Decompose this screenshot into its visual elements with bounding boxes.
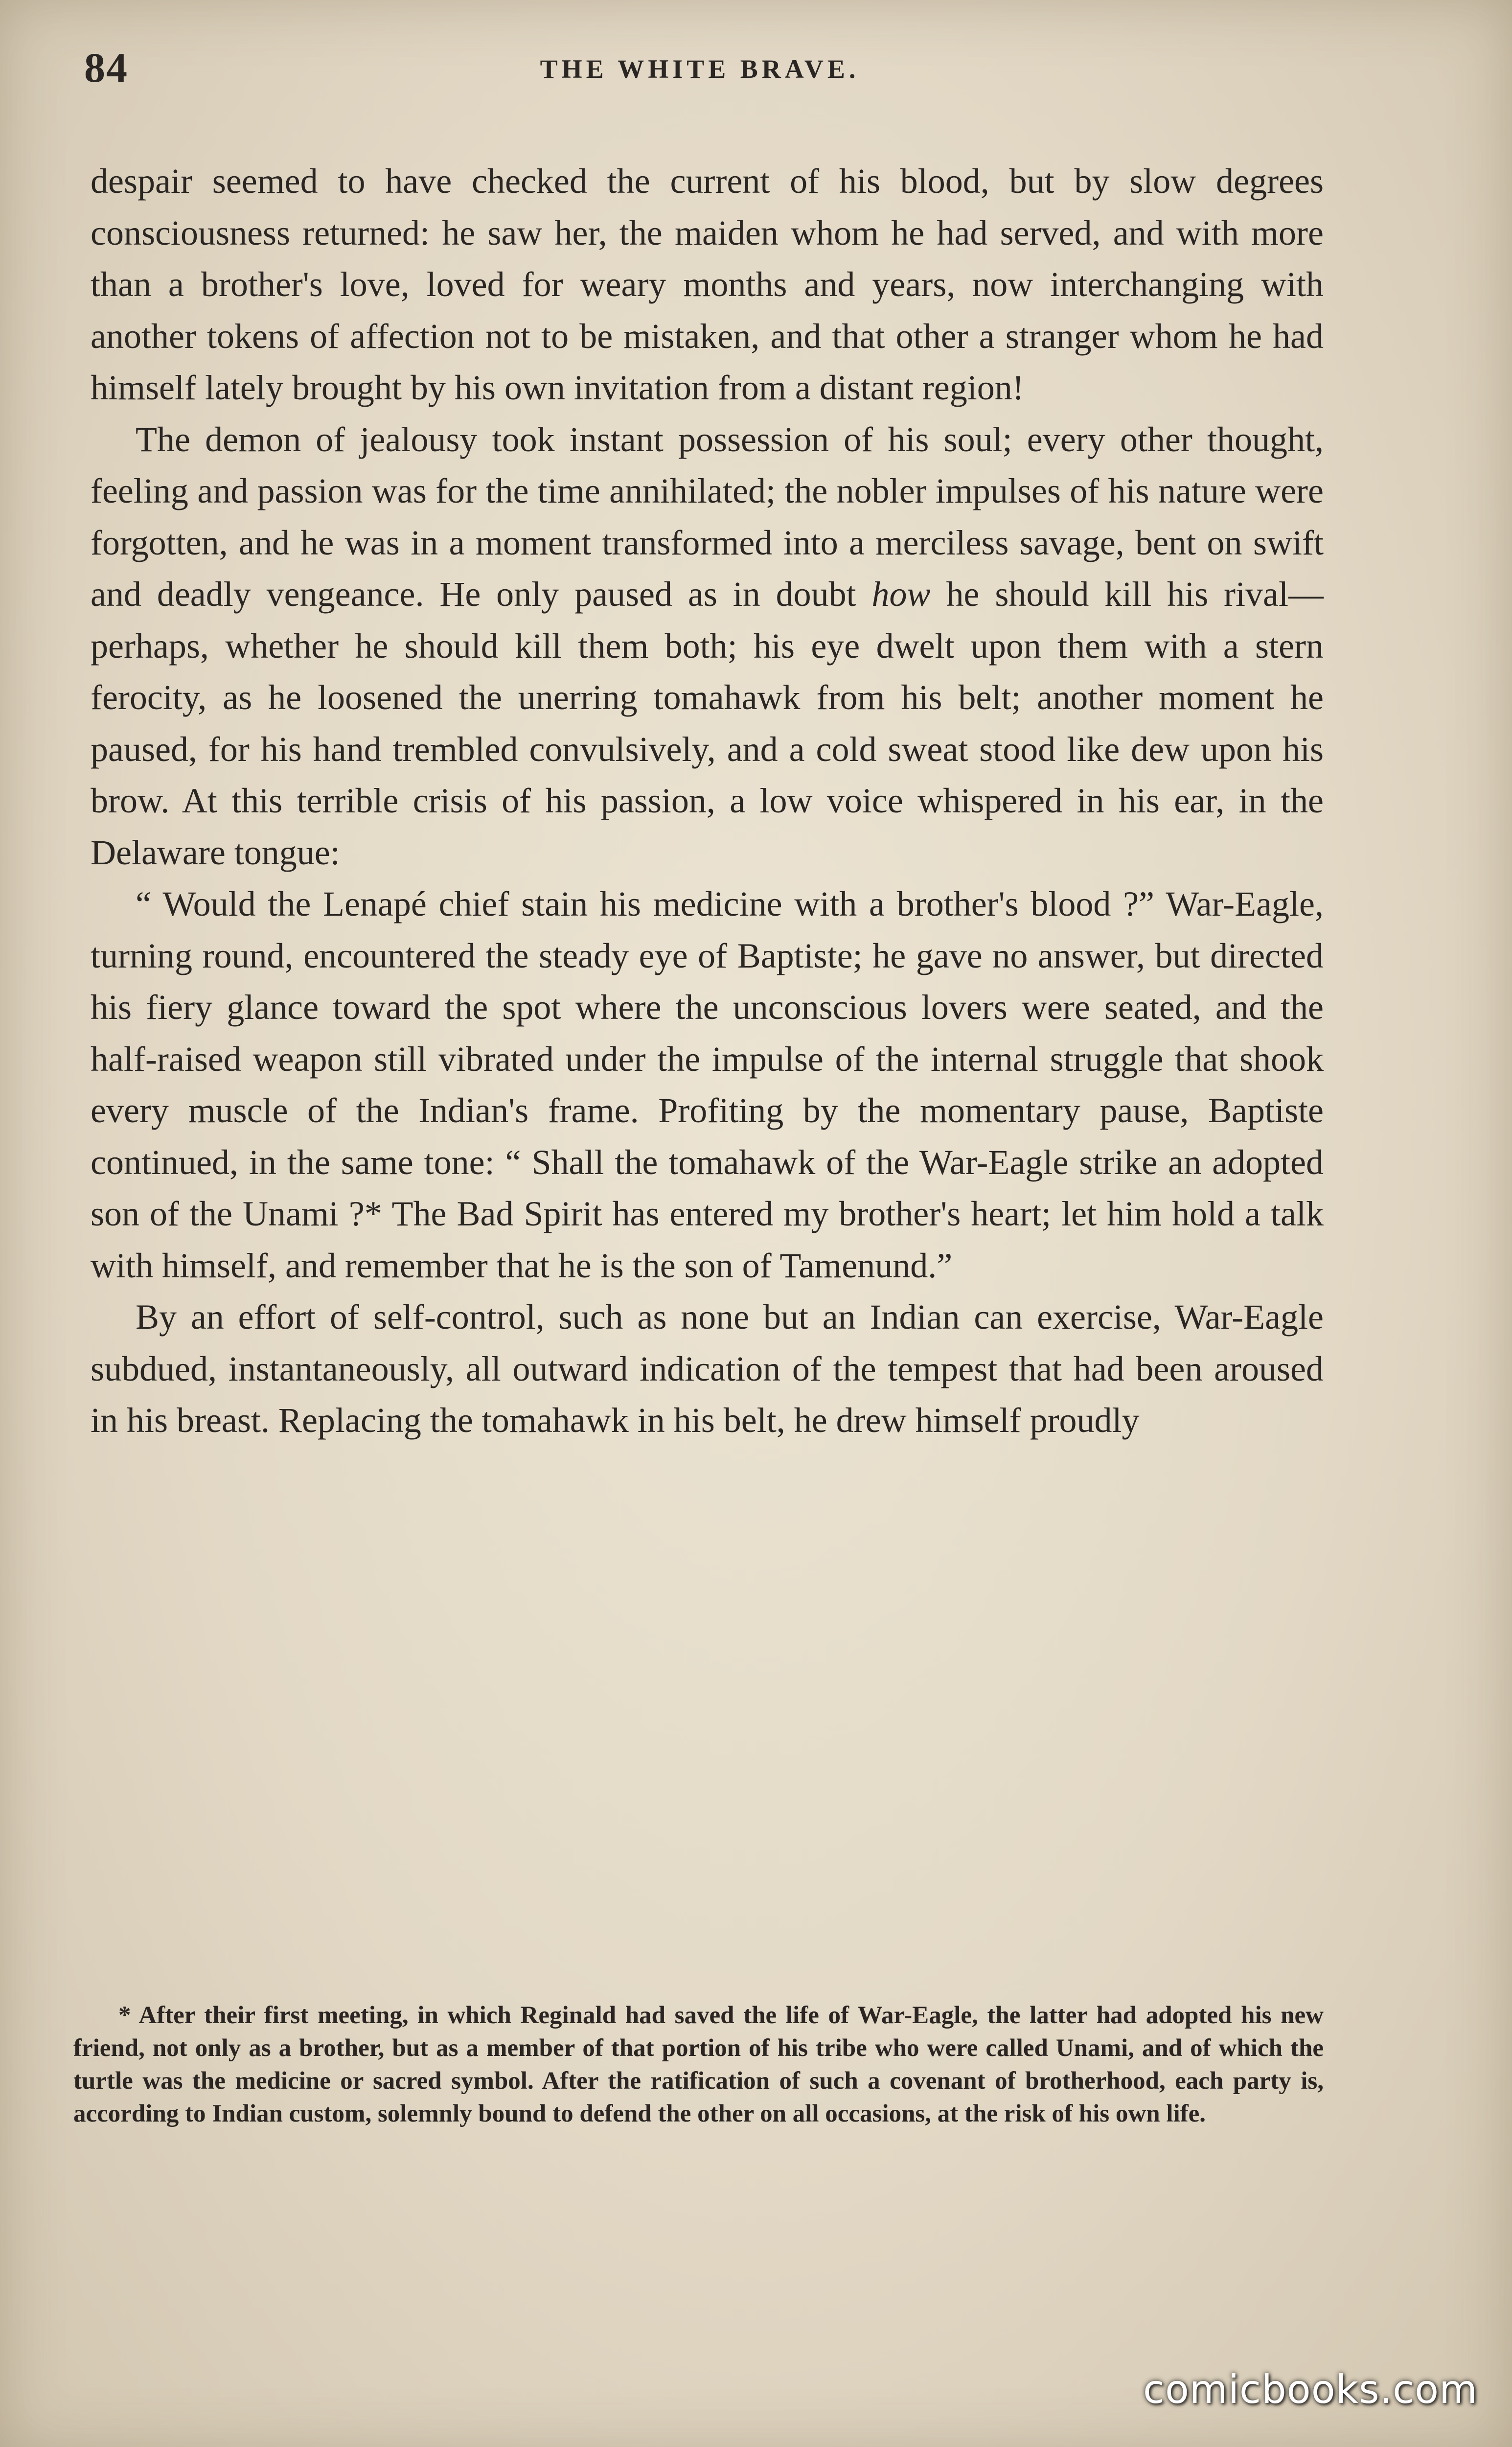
paragraph-1: despair seemed to have checked the current of his blood, but by slow degrees consciousness returned: he saw her, the maiden whom he had served, and with more than a brother's love, loved for weary months and years, now interchanging with another tokens of affection not to be mistaken, and that other a stranger whom he had himself lately brought by his own invitation from a distant region! [91, 162, 1324, 407]
paragraph-2 [91, 414, 1324, 879]
paragraph-2-part-a: The demon of jealousy took instant possession of his soul; every other thought, feeling and passion was for the time annihilated; the nobler impulses of his nature were forgotten, and he was in a moment transformed into a merciless savage, bent on swift and deadly vengeance. He only paused as in doubt [91, 419, 1324, 614]
running-title: THE WHITE BRAVE. [540, 54, 860, 84]
paragraph-2-part-b: he should kill his rival—perhaps, whether he should kill them both; his eye dwelt upon them with a stern ferocity, as he loosened the unerring tomahawk from his belt; another moment he paused, for his hand trembled convulsively, and a cold sweat stood like dew upon his brow. At this terrible crisis of his passion, a low voice whispered in his ear, in the Delaware tongue: [91, 575, 1324, 872]
footnote: * After their first meeting, in which Reginald had saved the life of War-Eagle, the latter had adopted his new friend, not only as a brother, but as a member of that portion of his tribe who were called Unami, and of which the turtle was the medicine or sacred symbol. After the ratification of such a covenant of brotherhood, each party is, according to Indian custom, solemnly bound to defend the other on all occasions, at the risk of his own life. [73, 2002, 1324, 2127]
paragraph-3: “ Would the Lenapé chief stain his medicine with a brother's blood ?” War-Eagle, turning round, encountered the steady eye of Baptiste; he gave no answer, but directed his fiery glance toward the spot where the unconscious lovers were seated, and the half-raised weapon still vibrated under the impulse of the internal struggle that shook every muscle of the Indian's frame. Profiting by the momentary pause, Baptiste continued, in the same tone: “ Shall the tomahawk of the War-Eagle strike an adopted son of the Unami ?* The Bad Spirit has entered my brother's heart; let him hold a talk with himself, and remember that he is the son of Tamenund.” [91, 884, 1324, 1285]
italic-word: how [871, 575, 931, 614]
paragraph-4: By an effort of self-control, such as none but an Indian can exercise, War-Eagle subdued, instantaneously, all outward indication of the tempest that had been aroused in his breast. Replacing the tomahawk in his belt, he drew himself proudly [91, 1297, 1324, 1440]
body-text [91, 156, 1324, 1447]
page-number: 84 [84, 44, 128, 91]
watermark: comicbooks.com [1143, 2367, 1478, 2412]
page-header [73, 43, 1326, 116]
